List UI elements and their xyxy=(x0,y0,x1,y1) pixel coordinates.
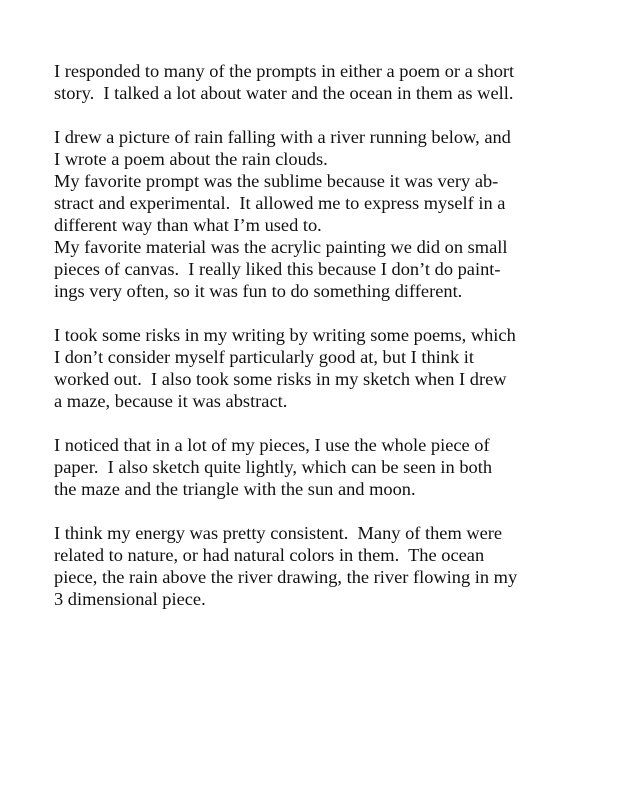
paragraph-line: story. I talked a lot about water and the ocean in them as well. xyxy=(54,83,514,103)
paragraph-line: piece, the rain above the river drawing, the river flowing in my xyxy=(54,567,518,587)
paragraph-line: I noticed that in a lot of my pieces, I use the whole piece of xyxy=(54,435,490,455)
paragraph-line: I responded to many of the prompts in either a poem or a short xyxy=(54,61,515,81)
paragraph-line: My favorite prompt was the sublime because it was very ab- xyxy=(54,171,499,191)
paragraph-line: 3 dimensional piece. xyxy=(54,589,206,609)
paragraph-line: stract and experimental. It allowed me to express myself in a xyxy=(54,193,506,213)
paragraph-line: the maze and the triangle with the sun and moon. xyxy=(54,479,416,499)
paragraph-line: I took some risks in my writing by writing some poems, which xyxy=(54,325,516,345)
paragraph-line: My favorite material was the acrylic painting we did on small xyxy=(54,237,508,257)
paragraph-4 xyxy=(54,434,574,500)
paragraph-line: I wrote a poem about the rain clouds. xyxy=(54,149,328,169)
paragraph-line: paper. I also sketch quite lightly, which can be seen in both xyxy=(54,457,493,477)
paragraph-line: a maze, because it was abstract. xyxy=(54,391,288,411)
paragraph-line: pieces of canvas. I really liked this because I don’t do paint- xyxy=(54,259,501,279)
paragraph-line: ings very often, so it was fun to do something different. xyxy=(54,281,463,301)
paragraph-1 xyxy=(54,60,574,104)
document-body xyxy=(54,60,574,632)
paragraph-3 xyxy=(54,324,574,412)
paragraph-line: different way than what I’m used to. xyxy=(54,215,322,235)
paragraph-5 xyxy=(54,522,574,610)
paragraph-line: related to nature, or had natural colors in them. The ocean xyxy=(54,545,485,565)
paragraph-2 xyxy=(54,126,574,302)
paragraph-line: I drew a picture of rain falling with a river running below, and xyxy=(54,127,511,147)
paragraph-line: worked out. I also took some risks in my sketch when I drew xyxy=(54,369,507,389)
paragraph-line: I don’t consider myself particularly good at, but I think it xyxy=(54,347,475,367)
paragraph-line: I think my energy was pretty consistent. Many of them were xyxy=(54,523,503,543)
